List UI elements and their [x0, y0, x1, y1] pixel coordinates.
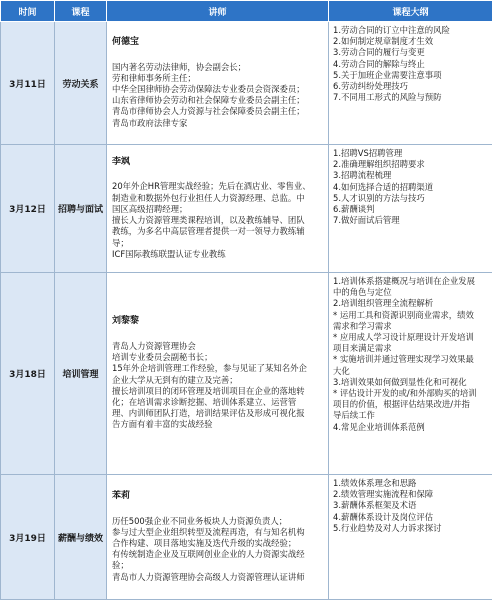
teacher-bio-line: 历任500强企业不同业务板块人力资源负责人；	[112, 515, 288, 526]
outline-item: 1.招聘VS招聘管理	[333, 148, 403, 158]
teacher-cell	[107, 475, 329, 600]
course-name: 招聘与面试	[55, 145, 107, 273]
teacher-bio-line	[112, 330, 323, 341]
outline-item: 2.如何制定规章制度才生效	[333, 36, 434, 47]
teacher-bio-line: 青岛市人力资源管理协会高级人力资源管理认证讲师	[112, 571, 305, 582]
course-name: 劳动关系	[55, 22, 107, 145]
teacher-name: 苯莉	[112, 491, 131, 502]
header-course: 课程	[55, 1, 107, 22]
outline-item: * 应用成人学习设计原理设计开发培训	[333, 332, 474, 343]
teacher-bio-line: 教练，为多名中高层管理者提供一对一领导力教练辅	[112, 226, 305, 237]
outline-item: * 实施培训并通过管理实现学习效果最	[333, 354, 474, 365]
teacher-bio-line: 国区高级招聘经理；	[112, 203, 188, 214]
teacher-bio-line: 制造业和数据外包行业担任人力资源经理、总监。中	[112, 192, 305, 203]
teacher-bio-line: 合作构建、项目落地实施及迭代升级的实战经验；	[112, 538, 297, 548]
outline-item: 4.薪酬体系设计及岗位评估	[333, 511, 434, 522]
teacher-bio-line: 有传统制造企业及互联网创业企业的人力资源实战经	[112, 549, 305, 560]
teacher-bio-line: 化；在培训需求诊断挖掘、培训体系建立、运营管	[112, 396, 297, 407]
outline-item: 6.劳动纠纷处理技巧	[333, 81, 408, 92]
teacher-bio	[112, 50, 323, 128]
outline-item: 4.常见企业培训体系范例	[333, 421, 425, 432]
session-date: 3月12日	[1, 145, 55, 273]
teacher-bio-line	[112, 170, 323, 181]
teacher-bio-line: 劳和律师事务所主任；	[112, 72, 196, 83]
teacher-bio-line	[112, 50, 323, 61]
teacher-bio-line: 青岛市律师协会人力资源与社会保障委员会副主任；	[112, 106, 305, 117]
outline-item: 4.劳动合同的解除与终止	[333, 58, 425, 69]
outline-item: 3.培训效果如何做到显性化和可视化	[333, 376, 467, 387]
outline-cell	[329, 273, 492, 475]
header-teacher: 讲师	[107, 1, 329, 22]
outline-item: 2.绩效管理实施流程和保障	[333, 489, 434, 500]
teacher-cell	[107, 22, 329, 145]
table-row	[1, 22, 492, 145]
outline-item: 5.行业趋势及对人力诉求探讨	[333, 522, 442, 533]
teacher-cell	[107, 273, 329, 475]
teacher-bio-line: 20年外企HR管理实战经验；先后在酒店业、零售业、	[112, 181, 311, 192]
teacher-bio	[112, 170, 323, 260]
outline-item: 7.不同用工形式的风险与预防	[333, 92, 442, 103]
teacher-bio-line: 中华全国律师协会劳动保障法专业委员会资深委员；	[112, 84, 305, 94]
table-row	[1, 273, 492, 475]
teacher-name: 李飒	[112, 157, 131, 168]
teacher-bio-line: 参与过大型企业组织转型及流程再造，有与知名机构	[112, 526, 305, 537]
outline-item: 导后续工作	[333, 410, 375, 421]
teacher-bio-line: 擅长培训项目的闭环管理及培训项目在企业的落地转	[112, 385, 305, 396]
outline-item: 5.人才识别的方法与技巧	[333, 192, 425, 203]
teacher-bio-line: 告方面有着丰富的实战经验	[112, 419, 213, 430]
outline-item: 1.劳动合同的订立中注意的风险	[333, 25, 450, 35]
outline-item: 中的角色与定位	[333, 287, 392, 298]
teacher-bio	[112, 504, 323, 582]
teacher-bio-line: ICF国际教练联盟认证专业教练	[112, 248, 226, 259]
teacher-bio-line: 15年外企培训管理工作经验，参与见证了某知名外企	[112, 363, 307, 374]
teacher-bio-line: 擅长人力资源管理类课程培训，以及教练辅导、团队	[112, 215, 305, 226]
session-date: 3月18日	[1, 273, 55, 475]
outline-cell	[329, 22, 492, 145]
outline-item: 项目的价值，根据评估结果改进/并指	[333, 399, 470, 410]
outline-item: 需求和学习需求	[333, 320, 392, 331]
outline-item: 1.绩效体系理念和思路	[333, 478, 417, 488]
outline-item: 4.如何选择合适的招聘渠道	[333, 181, 434, 192]
outline-item: 6.薪酬谈判	[333, 204, 375, 215]
header-outline: 课程大纲	[329, 1, 492, 22]
table-row	[1, 475, 492, 600]
teacher-bio-line	[112, 504, 323, 515]
outline-item: 5.关于加班企业需要注意事项	[333, 69, 442, 80]
outline-item: 项目来满足需求	[333, 343, 392, 354]
outline-item: * 运用工具和资源识别商业需求，绩效	[333, 309, 474, 320]
teacher-bio-line: 山东省律师协会劳动和社会保障专业委员会副主任；	[112, 95, 305, 106]
teacher-name: 何德宝	[112, 37, 140, 48]
outline-item: 大化	[333, 365, 350, 376]
teacher-bio	[112, 330, 323, 431]
teacher-cell	[107, 145, 329, 273]
teacher-bio-line: 国内著名劳动法律师，协会副会长；	[112, 61, 246, 72]
outline-item: 3.薪酬体系框架及术语	[333, 500, 417, 511]
outline-item: 3.劳动合同的履行与变更	[333, 47, 425, 58]
outline-item: 1.培训体系搭建概况与培训在企业发展	[333, 276, 475, 286]
outline-item: * 评估设计开发的或/和外部购买的培训	[333, 388, 477, 399]
outline-item: 7.做好面试后管理	[333, 215, 400, 226]
outline-cell	[329, 145, 492, 273]
session-date: 3月19日	[1, 475, 55, 600]
outline-item: 2.准确理解组织招聘要求	[333, 159, 425, 170]
teacher-name: 刘黎黎	[112, 316, 140, 327]
teacher-bio-line: 培训专业委员会副秘书长；	[112, 352, 213, 363]
outline-cell	[329, 475, 492, 600]
course-name: 薪酬与绩效	[55, 475, 107, 600]
header-row	[1, 1, 492, 22]
teacher-bio-line: 青岛市政府法律专家	[112, 117, 188, 128]
course-name: 培训管理	[55, 273, 107, 475]
table-row	[1, 145, 492, 273]
teacher-bio-line: 企业大学从无到有的建立及完善；	[112, 374, 238, 385]
outline-item: 2.培训组织管理全流程解析	[333, 298, 434, 309]
header-time: 时间	[1, 1, 55, 22]
teacher-bio-line: 理、内训师团队打造，培训结果评估及形成可视化报	[112, 408, 305, 419]
teacher-bio-line: 验；	[112, 560, 129, 571]
session-date: 3月11日	[1, 22, 55, 145]
teacher-bio-line: 导；	[112, 237, 129, 248]
outline-item: 3.招聘流程梳理	[333, 170, 392, 181]
teacher-bio-line: 青岛人力资源管理协会	[112, 340, 196, 351]
